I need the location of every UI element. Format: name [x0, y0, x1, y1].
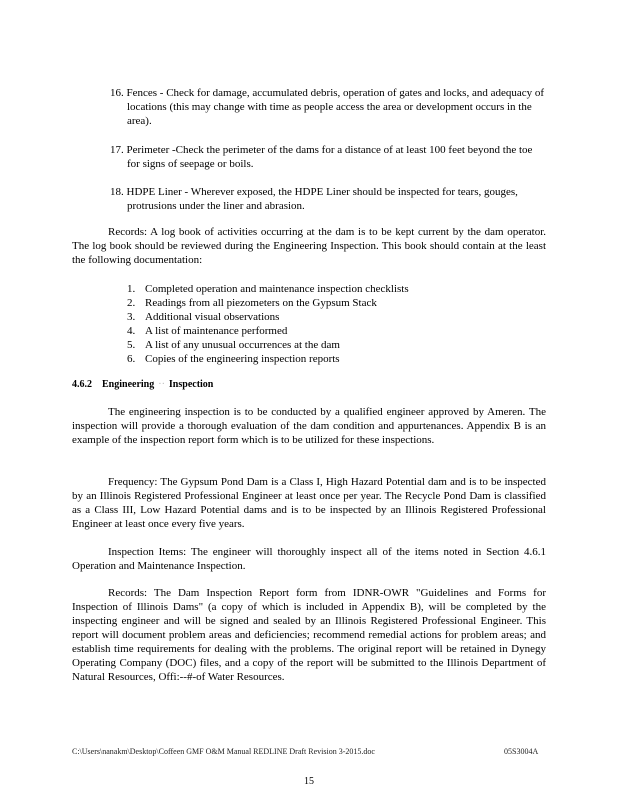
item-text: Completed operation and maintenance inspection checklists [145, 283, 409, 295]
item-text: Readings from all piezometers on the Gypsum Stack [145, 297, 377, 309]
item-number: 18. [110, 186, 124, 198]
page-number: 15 [304, 776, 314, 787]
item-text: A list of maintenance performed [145, 325, 288, 337]
list-item [127, 338, 507, 352]
list-item-perimeter [110, 143, 546, 171]
frequency-paragraph: Frequency: The Gypsum Pond Dam is a Class I, High Hazard Potential dam and is to be inspected by an Illinois Registered Professional Engineer at least once per year. The Recycle Pond Dam is classified as a Class III, Low Hazard Potential dams and is to be inspected by an Illinois Registered Professional Engineer at least once every five years. [72, 476, 546, 530]
list-item [127, 310, 507, 324]
list-item [127, 324, 507, 338]
list-item [127, 296, 507, 310]
item-number: 2. [127, 297, 136, 309]
section-title: Engineering [102, 379, 155, 390]
list-item-hdpe-liner [110, 185, 546, 213]
section-title-2: Inspection [168, 379, 214, 390]
item-number: 17. [110, 144, 124, 156]
section-heading [72, 378, 213, 392]
list-item [127, 282, 507, 296]
item-number: 1. [127, 283, 136, 295]
item-text: Perimeter -Check the perimeter of the dams for a distance of at least 100 feet beyond the toe for signs of seepage or boils. [126, 144, 533, 170]
footer-file-path: C:\Users\nanakm\Desktop\Coffeen GMF O&M Manual REDLINE Draft Revision 3-2015.doc [72, 747, 375, 756]
item-number: 5. [127, 339, 136, 351]
list-item-fences [110, 86, 546, 128]
records-paragraph-2: Records: The Dam Inspection Report form from IDNR-OWR "Guidelines and Forms for Inspection of Illinois Dams" (a copy of which is included in Appendix B), will be completed by the inspecting engineer and will be signed and sealed by an Illinois Registered Professional Engineer. This report will document problem areas and deficiencies; recommend remedial actions for problem areas; and establish time requirements for dealing with the problems. The original report will be retained in Dynegy Operating Company (DOC) files, and a copy of the report will be submitted to the Illinois Department of Natural Resources, Offi:--#-of Water Resources. [72, 587, 546, 683]
engineering-paragraph: The engineering inspection is to be conducted by a qualified engineer approved by Ameren. The inspection will provide a thorough evaluation of the dam condition and appurtenances. Appendix B is an example of the inspection report form which is to be utilized for these inspections. [72, 406, 546, 446]
item-number: 3. [127, 311, 136, 323]
item-number: 4. [127, 325, 136, 337]
item-number: 16. [110, 87, 124, 99]
records-paragraph: Records: A log book of activities occurring at the dam is to be kept current by the dam operator. The log book should be reviewed during the Engineering Inspection. This book should contain at the least the following documentation: [72, 226, 546, 266]
item-text: A list of any unusual occurrences at the dam [145, 339, 340, 351]
item-text: Fences - Check for damage, accumulated debris, operation of gates and locks, and adequacy of locations (this may change with time as people access the area or development occurs in the area). [126, 87, 545, 127]
heading-separator: ·· [158, 379, 165, 390]
item-text: Additional visual observations [145, 311, 280, 323]
inspection-items-paragraph: Inspection Items: The engineer will thoroughly inspect all of the items noted in Section 4.6.1 Operation and Maintenance Inspection. [72, 546, 546, 572]
footer-doc-code: 05S3004A [504, 747, 539, 756]
item-text: Copies of the engineering inspection reports [145, 353, 340, 365]
section-number: 4.6.2 [72, 379, 92, 390]
item-number: 6. [127, 353, 136, 365]
list-item [127, 352, 507, 366]
item-text: HDPE Liner - Wherever exposed, the HDPE Liner should be inspected for tears, gouges, protrusions under the liner and abrasion. [126, 186, 518, 212]
documentation-list [127, 282, 507, 366]
